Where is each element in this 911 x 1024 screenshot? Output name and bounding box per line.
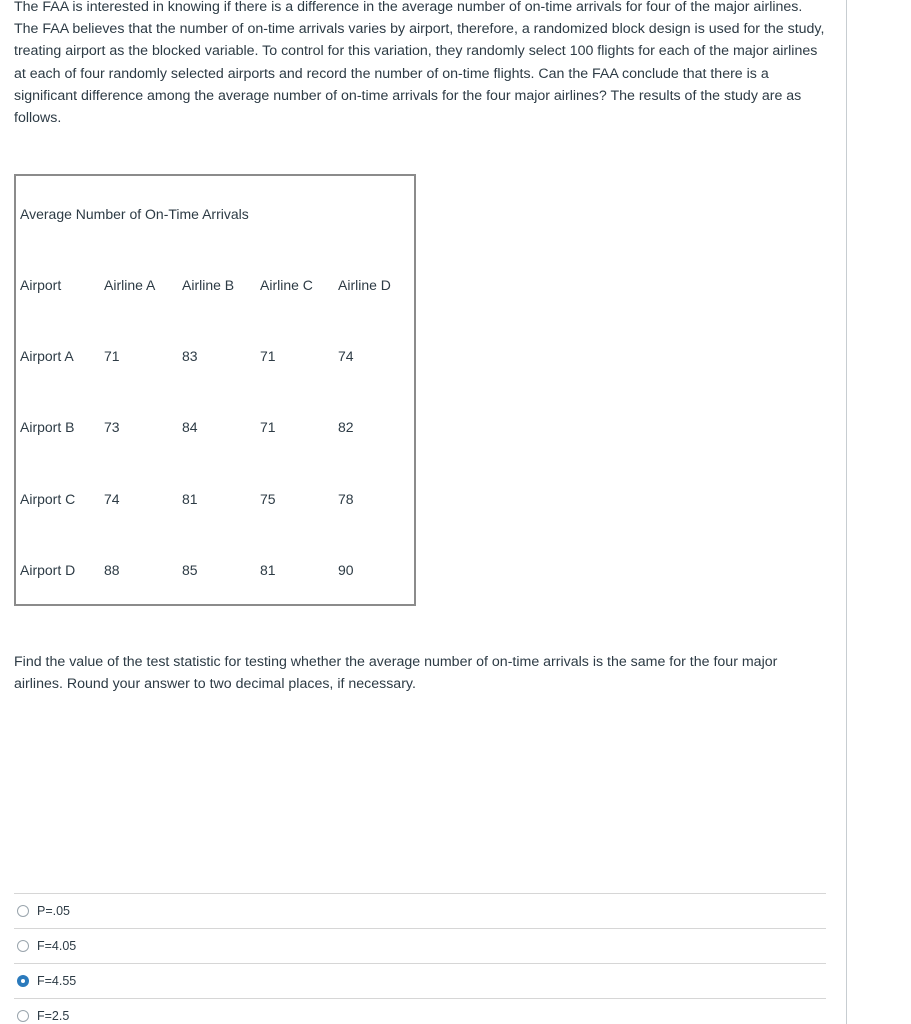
instructions-text: Find the value of the test statistic for testing whether the average number of on-time arrivals is the same for the four major airlines. Round your answer to two decimal places, if necessary. (14, 654, 778, 693)
table-caption: Average Number of On-Time Arrivals (20, 206, 249, 222)
table-cell: 73 (104, 419, 120, 435)
table-cell: 75 (260, 491, 276, 507)
radio-button[interactable] (17, 940, 29, 952)
radio-button[interactable] (17, 1010, 29, 1022)
answer-option-label: F=4.05 (37, 939, 77, 953)
answer-option[interactable] (14, 928, 826, 963)
answer-option[interactable] (14, 963, 826, 998)
table-cell: 71 (104, 348, 120, 364)
table-cell: 78 (338, 491, 354, 507)
table-cell: 81 (182, 491, 198, 507)
table-row-label: Airport C (20, 491, 76, 507)
table-header-cell: Airline D (338, 277, 391, 293)
table-cell: 85 (182, 562, 198, 578)
table-row-label: Airport A (20, 348, 74, 364)
table-cell: 84 (182, 419, 198, 435)
answer-option-label: F=2.5 (37, 1009, 70, 1023)
table-cell: 71 (260, 419, 276, 435)
table-header-cell: Airline B (182, 277, 235, 293)
table-cell: 83 (182, 348, 198, 364)
answer-option[interactable] (14, 998, 826, 1024)
table-cell: 90 (338, 562, 354, 578)
answer-options (14, 893, 826, 1024)
table-cell: 74 (338, 348, 354, 364)
table-header-cell: Airline A (104, 277, 156, 293)
table-cell: 71 (260, 348, 276, 364)
question-text: The FAA is interested in knowing if there is a difference in the average number of on-time arrivals for four of the major airlines. The FAA believes that the number of on-time arrivals varies by airport, therefore, a randomized block design is used for the study, treating airport as the blocked variable. To control for this variation, they randomly select 100 flights for each of the major airlines at each of four randomly selected airports and record the number of on-time flights. Can the FAA conclude that there is a significant difference among the average number of on-time arrivals for the four major airlines? The results of the study are as follows. (14, 0, 825, 127)
arrivals-table (14, 174, 416, 606)
answer-option-label: F=4.55 (37, 974, 77, 988)
radio-button[interactable] (17, 905, 29, 917)
table-cell: 82 (338, 419, 354, 435)
table-header-cell: Airline C (260, 277, 313, 293)
content-right-border (846, 0, 847, 1024)
table-cell: 81 (260, 562, 276, 578)
table-cell: 74 (104, 491, 120, 507)
table-row-label: Airport D (20, 562, 76, 578)
table-header-cell: Airport (20, 277, 62, 293)
table-row-label: Airport B (20, 419, 75, 435)
answer-option[interactable] (14, 893, 826, 928)
answer-option-label: P=.05 (37, 904, 71, 918)
radio-button-selected[interactable] (17, 975, 29, 987)
table-cell: 88 (104, 562, 120, 578)
